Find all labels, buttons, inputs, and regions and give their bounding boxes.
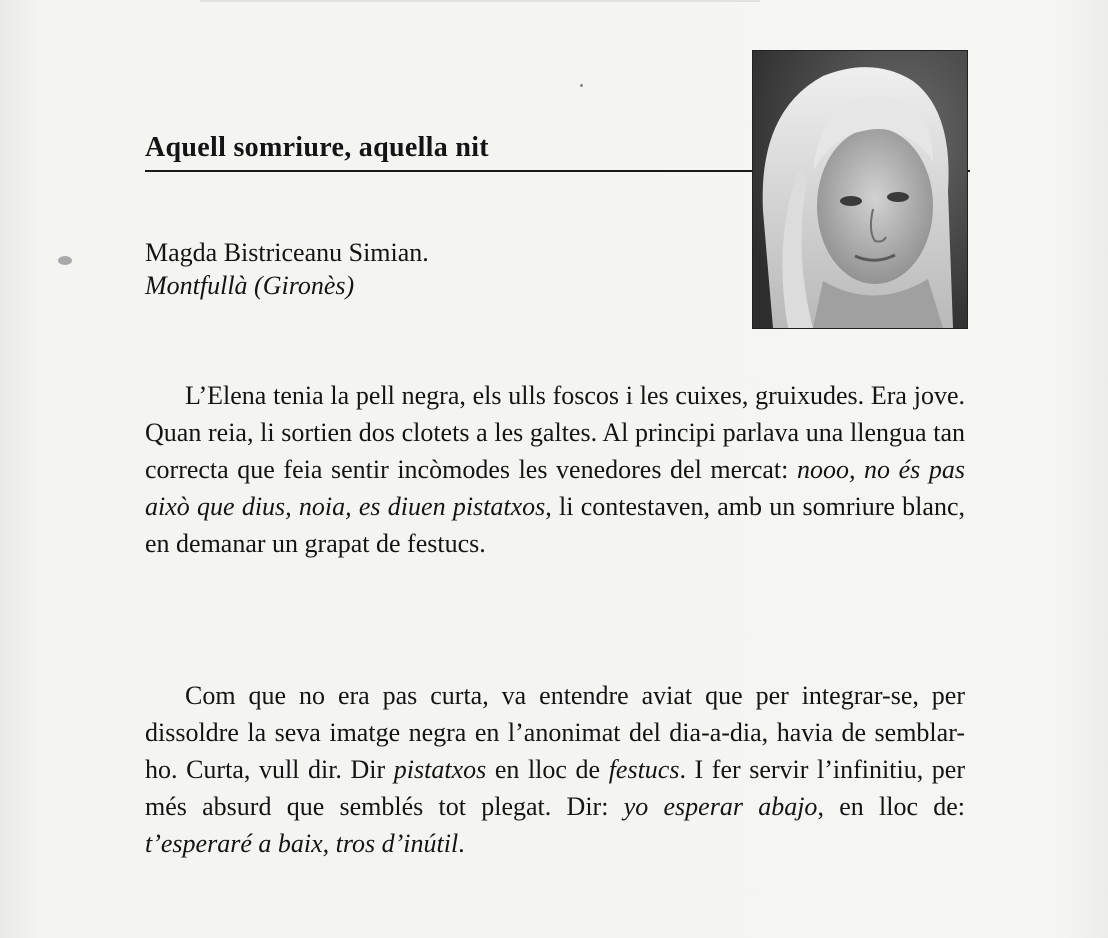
article-title: Aquell somriure, aquella nit (145, 132, 489, 163)
paragraph-2-text: . (458, 829, 465, 858)
paragraph-2-italic: festucs (608, 755, 680, 784)
paragraph-2-text: Com que no era pas curta, va entendre aviat que per integrar-se, per dissoldre la seva imatge negra en l’anonimat del dia-a-dia, havia de semblar-ho. Curta, vull dir. Dir (145, 681, 965, 784)
paragraph-1 (145, 377, 965, 562)
paragraph-2-text: en lloc de (486, 755, 609, 784)
paragraph-2-text: , en lloc de: (817, 792, 966, 821)
paragraph-1-text: L’Elena tenia la pell negra, els ulls foscos i les cuixes, gruixudes. Era jove. Quan reia, li sortien dos clotets a les galtes. Al principi parlava una llengua tan correcta que feia sentir incòmodes les venedores del mercat: (145, 381, 965, 484)
paragraph-1-italic-quote: nooo, no és pas això que dius, noia, es diuen pistatxos (145, 455, 965, 521)
paragraph-2-italic: yo esperar abajo (623, 792, 818, 821)
ink-smudge (58, 256, 72, 265)
portrait-photo-graphic (753, 51, 967, 328)
author-name: Magda Bistriceanu Simian. (145, 238, 429, 267)
ink-speck (580, 84, 583, 87)
portrait-photo (752, 50, 968, 329)
bleed-through-line (200, 0, 760, 8)
paragraph-2 (145, 677, 965, 862)
paragraph-2-text: . I fer servir l’infinitiu, per més absurd que semblés tot plegat. Dir: (145, 755, 965, 821)
paragraph-2-italic: t’esperaré a baix, tros d’inútil (145, 829, 459, 858)
author-place: Montfullà (Gironès) (145, 271, 355, 300)
author-block (145, 236, 429, 302)
paragraph-2-italic: pistatxos (393, 755, 487, 784)
paragraph-1-text: , li contestaven, amb un somriure blanc, en demanar un grapat de festucs. (145, 492, 965, 558)
